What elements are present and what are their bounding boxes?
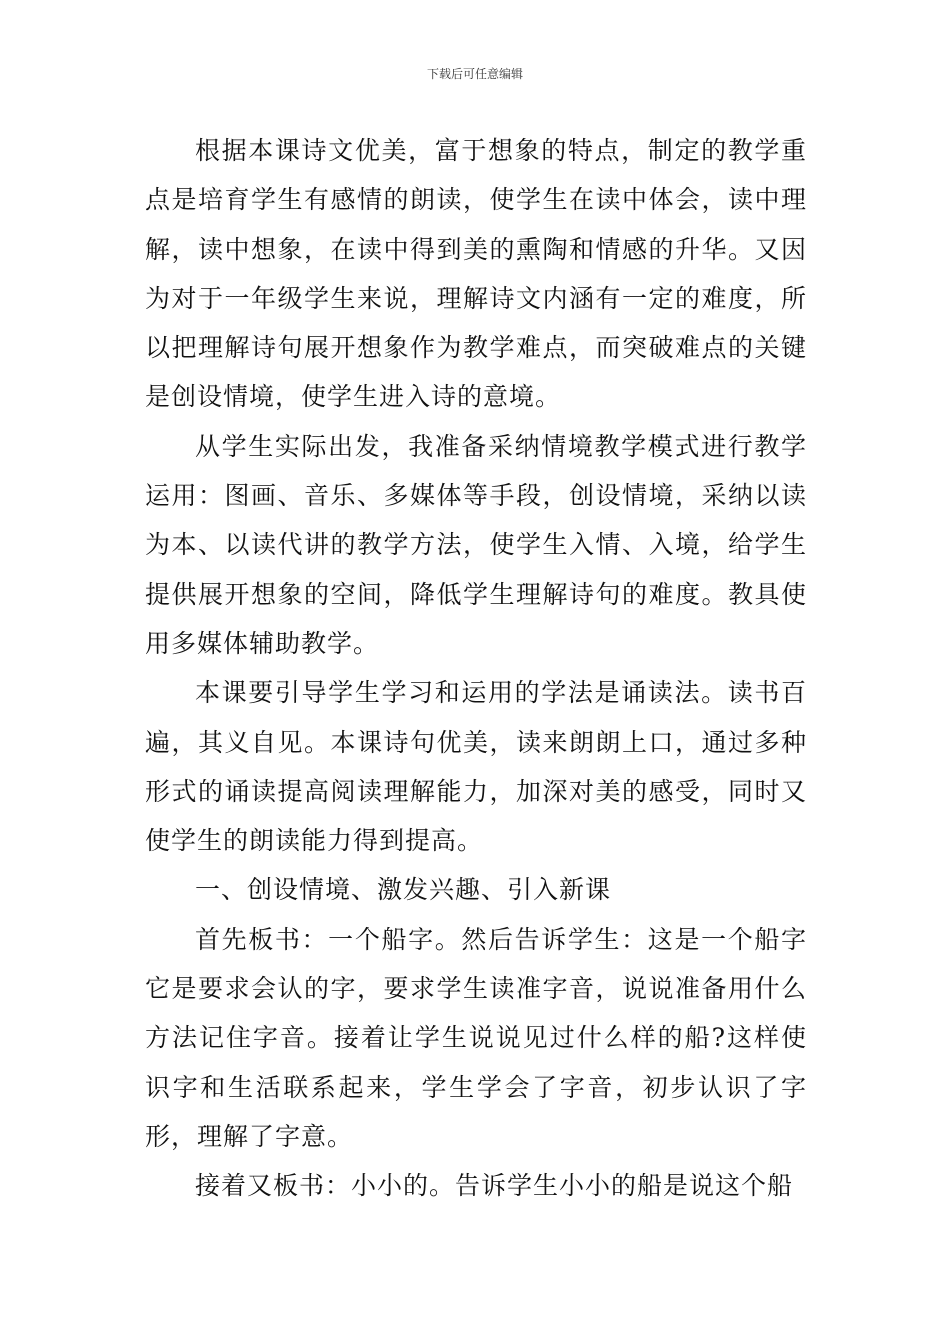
paragraph-learning-method: 本课要引导学生学习和运用的学法是诵读法。读书百遍，其义自见。本课诗句优美，读来朗朗上口，通过多种形式的诵读提高阅读理解能力，加深对美的感受，同时又使学生的朗读能力得到提高。 <box>145 678 807 856</box>
paragraph-teaching-method: 从学生实际出发，我准备采纳情境教学模式进行教学运用：图画、音乐、多媒体等手段，创设情境，采纳以读为本、以读代讲的教学方法，使学生入情、入境，给学生提供展开想象的空间，降低学生理解诗句的难度。教具使用多媒体辅助教学。 <box>145 431 807 658</box>
paragraph-board-writing-2: 接着又板书：小小的。告诉学生小小的船是说这个船 <box>195 1171 794 1201</box>
page-header: 下载后可任意编辑 <box>426 67 523 81</box>
paragraph-teaching-focus: 根据本课诗文优美，富于想象的特点，制定的教学重点是培育学生有感情的朗读，使学生在读中体会，读中理解，读中想象，在读中得到美的熏陶和情感的升华。又因为对于一年级学生来说，理解诗文内涵有一定的难度，所以把理解诗句展开想象作为教学难点，而突破难点的关键是创设情境，使学生进入诗的意境。 <box>145 136 807 412</box>
paragraph-board-writing-1: 首先板书：一个船字。然后告诉学生：这是一个船字它是要求会认的字，要求学生读准字音，说说准备用什么方法记住字音。接着让学生说说见过什么样的船?这样使识字和生活联系起来，学生学会了字音，初步认识了字形，理解了字意。 <box>145 924 807 1151</box>
section-heading: 一、创设情境、激发兴趣、引入新课 <box>195 875 612 905</box>
document-body <box>145 126 807 1211</box>
